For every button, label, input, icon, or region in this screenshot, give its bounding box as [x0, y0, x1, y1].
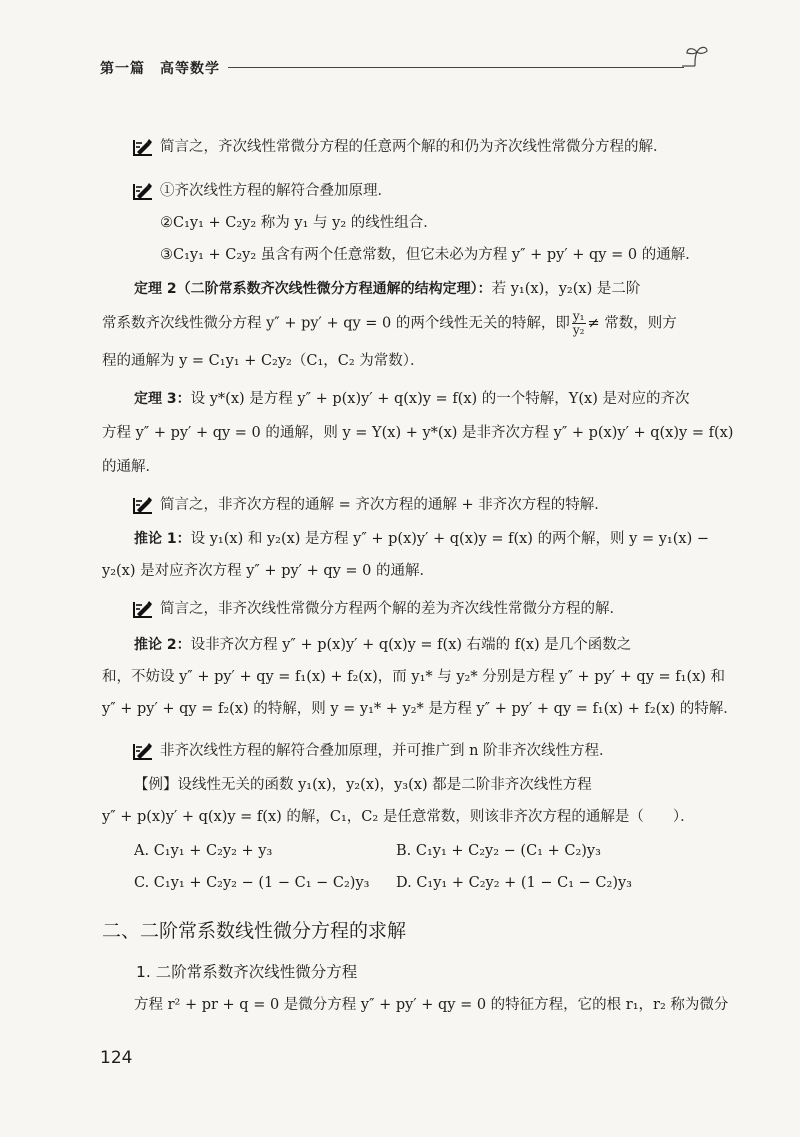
fraction-denominator: y₂ [572, 323, 585, 337]
header-title: 第一篇 高等数学 [100, 61, 220, 77]
note-item-1: ①齐次线性方程的解符合叠加原理． [160, 183, 392, 199]
note-pen-icon [132, 137, 154, 157]
option-b: B. C₁y₁ + C₂y₂ − (C₁ + C₂)y₃ [396, 843, 601, 859]
theorem-2-label: 定理 2（二阶常系数齐次线性微分方程通解的结构定理）： [134, 281, 492, 297]
ratio-fraction [572, 310, 586, 337]
theorem-2-line-3: 程的通解为 y = C₁y₁ + C₂y₂（C₁，C₂ 为常数）． [102, 353, 425, 369]
note-text: 简言之，非齐次线性常微分方程两个解的差为齐次线性常微分方程的解． [160, 601, 624, 617]
theorem-2-line-1-text: 若 y₁(x)，y₂(x) 是二阶 [491, 281, 641, 297]
theorem-2-line-2-a: 常系数齐次线性微分方程 y″ + py′ + qy = 0 的两个线性无关的特解，即 [102, 315, 570, 332]
example-line-1: 【例】设线性无关的函数 y₁(x)，y₂(x)，y₃(x) 都是二阶非齐次线性方程 [134, 777, 592, 793]
paragraph-line: 方程 r² + pr + q = 0 是微分方程 y″ + py′ + qy = 0 的特征方程，它的根 r₁，r₂ 称为微分 [134, 997, 729, 1013]
option-a: A. C₁y₁ + C₂y₂ + y₃ [134, 843, 273, 859]
section-heading: 二、二阶常系数线性微分方程的求解 [102, 920, 407, 942]
note-text: 简言之，非齐次方程的通解 = 齐次方程的通解 + 非齐次方程的特解． [160, 497, 609, 513]
example-line-2: y″ + p(x)y′ + q(x)y = f(x) 的解，C₁，C₂ 是任意常数，则该非齐次方程的通解是（ ）． [102, 809, 695, 825]
page-number: 124 [100, 1048, 133, 1068]
theorem-2-line-2-b: ≠ 常数，则方 [587, 315, 677, 332]
corollary-2-label: 推论 2： [134, 637, 191, 653]
note-text: 非齐次线性方程的解符合叠加原理，并可推广到 n 阶非齐次线性方程． [160, 743, 614, 759]
corollary-1-line-2: y₂(x) 是对应齐次方程 y″ + py′ + qy = 0 的通解． [102, 563, 434, 579]
fraction-numerator: y₁ [572, 309, 585, 323]
note-pen-icon [132, 599, 154, 619]
note-text: 简言之，齐次线性常微分方程的任意两个解的和仍为齐次线性常微分方程的解． [160, 139, 668, 155]
note-pen-icon [132, 181, 154, 201]
corollary-2-line-3: y″ + py′ + qy = f₂(x) 的特解，则 y = y₁* + y₂* 是方程 y″ + py′ + qy = f₁(x) + f₂(x) 的特解． [102, 701, 738, 717]
note-pen-icon [132, 741, 154, 761]
theorem-3-line-1 [134, 388, 689, 410]
option-d: D. C₁y₁ + C₂y₂ + (1 − C₁ − C₂)y₃ [396, 875, 632, 891]
option-c: C. C₁y₁ + C₂y₂ − (1 − C₁ − C₂)y₃ [134, 875, 370, 891]
corollary-1-line-1-text: 设 y₁(x) 和 y₂(x) 是方程 y″ + p(x)y′ + q(x)y = f(x) 的两个解，则 y = y₁(x) − [190, 531, 709, 547]
note-item-3: ③C₁y₁ + C₂y₂ 虽含有两个任意常数，但它未必为方程 y″ + py′ + qy = 0 的通解． [160, 247, 700, 263]
header-rule [228, 67, 684, 68]
theorem-2-line-1 [134, 278, 640, 300]
corollary-2-line-1-text: 设非齐次方程 y″ + p(x)y′ + q(x)y = f(x) 右端的 f(x) 是几个函数之 [190, 637, 632, 653]
theorem-3-line-3: 的通解． [102, 459, 160, 475]
corollary-1-line-1 [134, 528, 709, 550]
corollary-2-line-2: 和，不妨设 y″ + py′ + qy = f₁(x) + f₂(x)，而 y₁* 与 y₂* 分别是方程 y″ + py′ + qy = f₁(x) 和 [102, 669, 726, 685]
note-item-2: ②C₁y₁ + C₂y₂ 称为 y₁ 与 y₂ 的线性组合． [160, 215, 438, 231]
sub-heading: 1. 二阶常系数齐次线性微分方程 [136, 963, 358, 981]
theorem-3-line-2: 方程 y″ + py′ + qy = 0 的通解，则 y = Y(x) + y*(x) 是非齐次方程 y″ + p(x)y′ + q(x)y = f(x) [102, 425, 734, 441]
sprout-leaf-icon [680, 44, 710, 68]
theorem-2-line-2 [102, 310, 677, 337]
corollary-1-label: 推论 1： [134, 531, 191, 547]
theorem-3-line-1-text: 设 y*(x) 是方程 y″ + p(x)y′ + q(x)y = f(x) 的一个特解，Y(x) 是对应的齐次 [190, 391, 690, 407]
theorem-3-label: 定理 3： [134, 391, 191, 407]
running-header [100, 58, 710, 82]
corollary-2-line-1 [134, 634, 631, 656]
note-pen-icon [132, 495, 154, 515]
